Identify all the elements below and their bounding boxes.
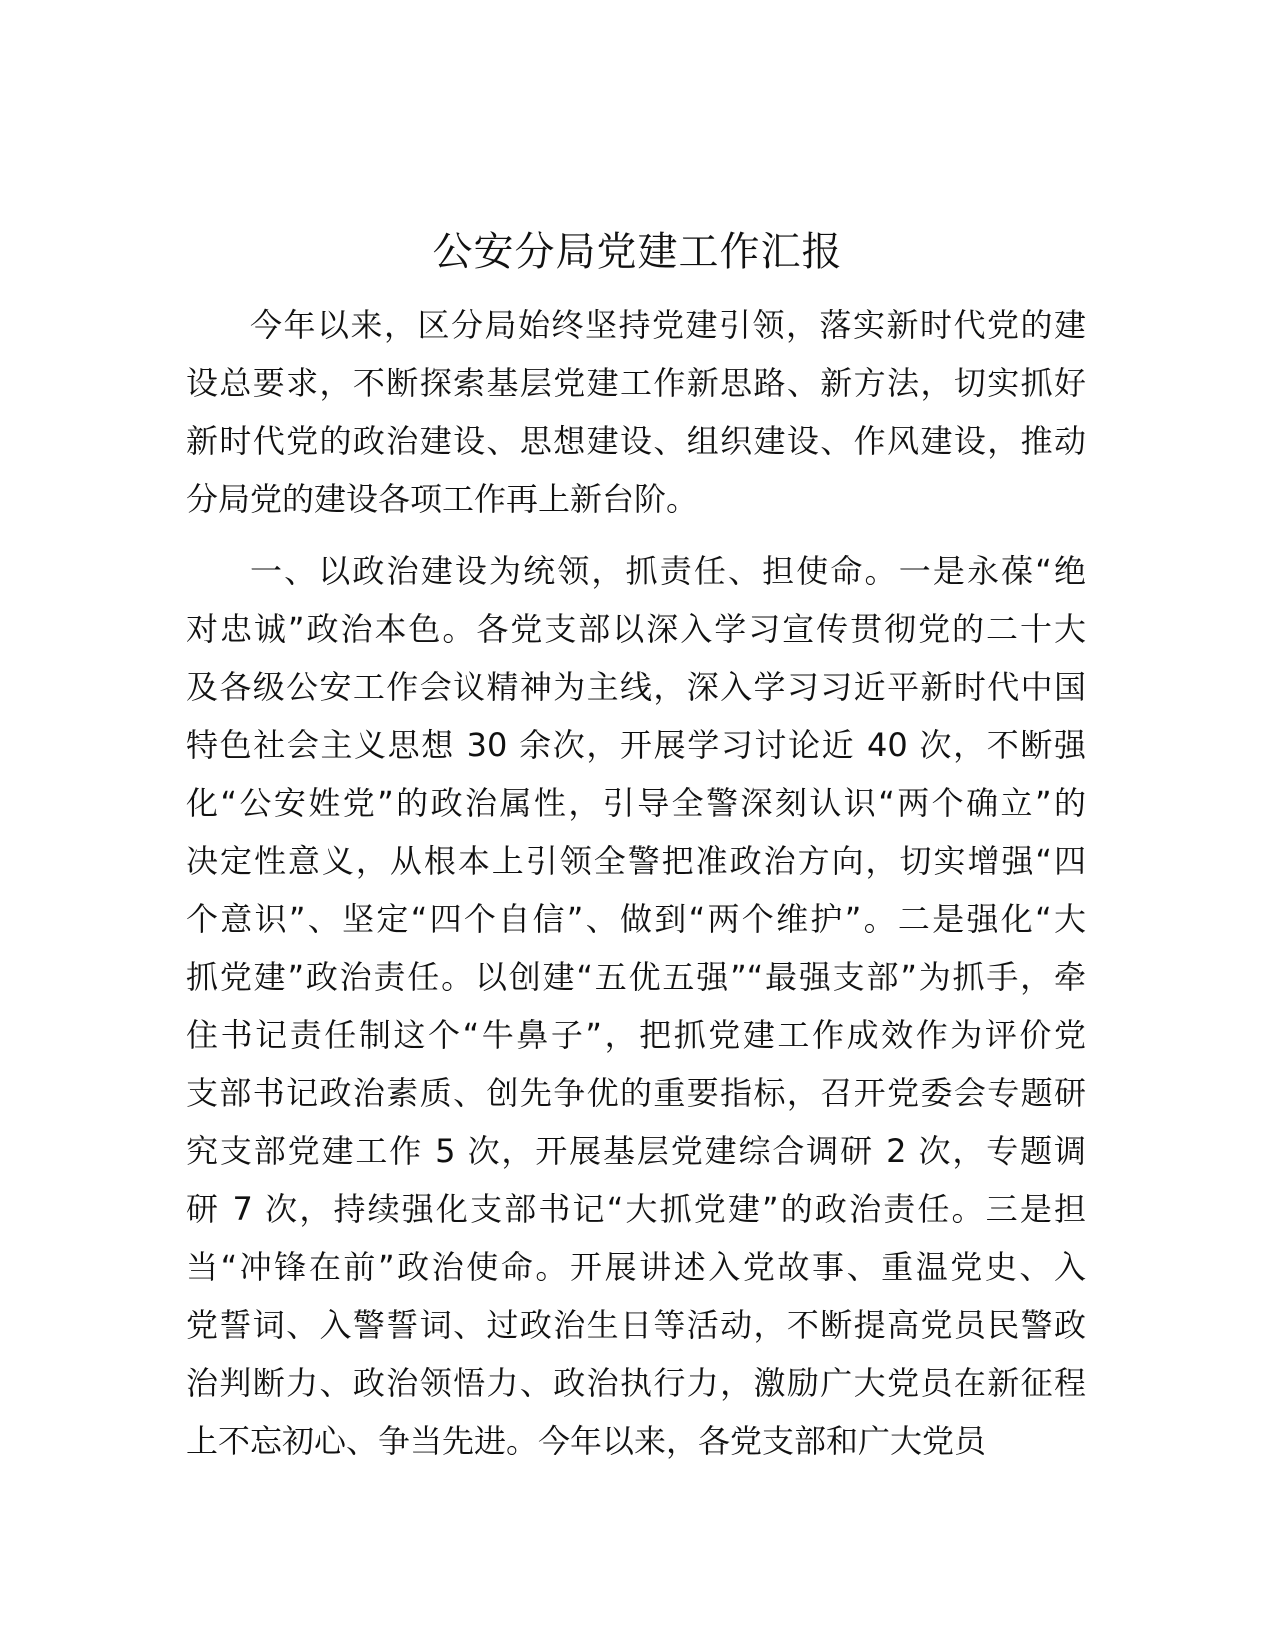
paragraph-line: 究支部党建工作 5 次，开展基层党建综合调研 2 次，专题调 (186, 1132, 1086, 1170)
paragraph-line: 决定性意义，从根本上引领全警把准政治方向，切实增强“四 (186, 842, 1086, 880)
paragraph-line: 化“公安姓党”的政治属性，引导全警深刻认识“两个确立”的 (186, 784, 1086, 822)
paragraph-line: 今年以来，区分局始终坚持党建引领，落实新时代党的建 (250, 306, 1086, 344)
paragraph-intro (186, 296, 1086, 528)
paragraph-line: 新时代党的政治建设、思想建设、组织建设、作风建设，推动 (186, 422, 1086, 460)
paragraph-line: 住书记责任制这个“牛鼻子”，把抓党建工作成效作为评价党 (186, 1016, 1086, 1054)
paragraph-line: 党誓词、入警誓词、过政治生日等活动，不断提高党员民警政 (186, 1306, 1086, 1344)
paragraph-line: 研 7 次，持续强化支部书记“大抓党建”的政治责任。三是担 (186, 1190, 1086, 1228)
paragraph-line: 一、以政治建设为统领，抓责任、担使命。一是永葆“绝 (250, 552, 1086, 590)
paragraph-line: 特色社会主义思想 30 余次，开展学习讨论近 40 次，不断强 (186, 726, 1086, 764)
paragraph-line: 及各级公安工作会议精神为主线，深入学习习近平新时代中国 (186, 668, 1086, 706)
paragraph-line: 个意识”、坚定“四个自信”、做到“两个维护”。二是强化“大 (186, 900, 1086, 938)
paragraph-line: 治判断力、政治领悟力、政治执行力，激励广大党员在新征程 (186, 1364, 1086, 1402)
paragraph-line: 抓党建”政治责任。以创建“五优五强”“最强支部”为抓手，牵 (186, 958, 1086, 996)
paragraph-line: 上不忘初心、争当先进。今年以来，各党支部和广大党员 (186, 1422, 987, 1460)
paragraph-section-one (186, 542, 1086, 1470)
paragraph-line: 当“冲锋在前”政治使命。开展讲述入党故事、重温党史、入 (186, 1248, 1086, 1286)
paragraph-line: 支部书记政治素质、创先争优的重要指标，召开党委会专题研 (186, 1074, 1086, 1112)
paragraph-line: 对忠诚”政治本色。各党支部以深入学习宣传贯彻党的二十大 (186, 610, 1086, 648)
paragraph-line: 分局党的建设各项工作再上新台阶。 (186, 480, 699, 518)
document-title: 公安分局党建工作汇报 (432, 229, 843, 275)
paragraph-line: 设总要求，不断探索基层党建工作新思路、新方法，切实抓好 (186, 364, 1086, 402)
